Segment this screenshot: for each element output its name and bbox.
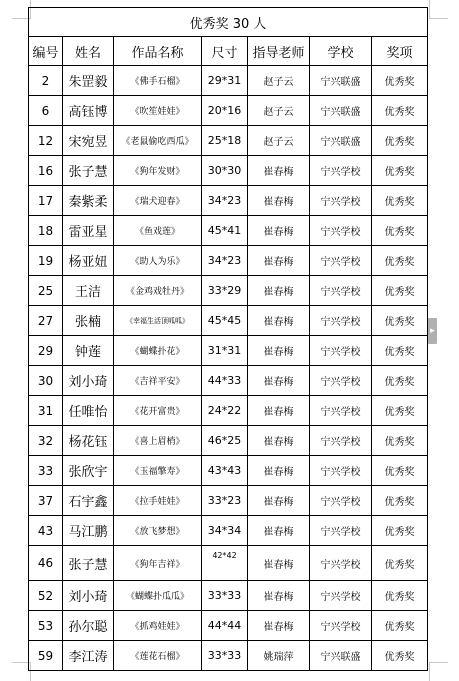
table-row bbox=[29, 96, 428, 126]
cell-work: 《吉祥平安》 bbox=[114, 366, 202, 396]
table-row bbox=[29, 486, 428, 516]
cell-teacher: 崔春梅 bbox=[248, 366, 310, 396]
cell-school: 宁兴学校 bbox=[310, 456, 372, 486]
cell-name: 孙尔聪 bbox=[63, 611, 114, 641]
cell-id: 43 bbox=[29, 516, 63, 546]
cell-work: 《狗年发财》 bbox=[114, 156, 202, 186]
table-row bbox=[29, 306, 428, 336]
cell-school: 宁兴学校 bbox=[310, 516, 372, 546]
cell-work: 《幸福生活顶呱呱》 bbox=[114, 306, 202, 336]
cell-teacher: 崔春梅 bbox=[248, 611, 310, 641]
cell-teacher: 崔春梅 bbox=[248, 246, 310, 276]
cell-school: 宁兴学校 bbox=[310, 246, 372, 276]
cell-school: 宁兴联盛 bbox=[310, 126, 372, 156]
cell-id: 32 bbox=[29, 426, 63, 456]
cell-name: 张子慧 bbox=[63, 156, 114, 186]
cell-id: 12 bbox=[29, 126, 63, 156]
cell-name: 杨花钰 bbox=[63, 426, 114, 456]
cell-name: 张子慧 bbox=[63, 546, 114, 581]
cell-id: 25 bbox=[29, 276, 63, 306]
cell-school: 宁兴学校 bbox=[310, 186, 372, 216]
cell-school: 宁兴学校 bbox=[310, 156, 372, 186]
side-collapse-tab[interactable]: ▸ bbox=[428, 318, 437, 344]
cell-name: 张欣宇 bbox=[63, 456, 114, 486]
title-row bbox=[29, 8, 428, 37]
cell-school: 宁兴学校 bbox=[310, 306, 372, 336]
cell-size: 33*29 bbox=[202, 276, 248, 306]
cell-name: 钟莲 bbox=[63, 336, 114, 366]
cell-size: 44*33 bbox=[202, 366, 248, 396]
cell-id: 27 bbox=[29, 306, 63, 336]
cell-id: 2 bbox=[29, 66, 63, 96]
cell-work: 《莲花石榴》 bbox=[114, 641, 202, 671]
cell-teacher: 崔春梅 bbox=[248, 276, 310, 306]
cell-teacher: 崔春梅 bbox=[248, 156, 310, 186]
cell-work: 《喜上眉梢》 bbox=[114, 426, 202, 456]
table-title: 优秀奖 30 人 bbox=[29, 8, 428, 37]
award-table bbox=[28, 7, 428, 671]
header-teacher: 指导老师 bbox=[248, 37, 310, 66]
cell-award: 优秀奖 bbox=[372, 156, 428, 186]
cell-id: 37 bbox=[29, 486, 63, 516]
cell-id: 53 bbox=[29, 611, 63, 641]
cell-teacher: 崔春梅 bbox=[248, 306, 310, 336]
cell-id: 19 bbox=[29, 246, 63, 276]
cell-name: 刘小琦 bbox=[63, 581, 114, 611]
cell-teacher: 赵子云 bbox=[248, 126, 310, 156]
cell-school: 宁兴学校 bbox=[310, 216, 372, 246]
cell-school: 宁兴学校 bbox=[310, 276, 372, 306]
cell-size: 33*23 bbox=[202, 486, 248, 516]
cell-size: 29*31 bbox=[202, 66, 248, 96]
cell-name: 王洁 bbox=[63, 276, 114, 306]
cell-teacher: 崔春梅 bbox=[248, 426, 310, 456]
cell-size: 30*30 bbox=[202, 156, 248, 186]
cell-award: 优秀奖 bbox=[372, 306, 428, 336]
cell-award: 优秀奖 bbox=[372, 336, 428, 366]
page-corner-mark bbox=[429, 0, 448, 19]
cell-award: 优秀奖 bbox=[372, 546, 428, 581]
cell-id: 59 bbox=[29, 641, 63, 671]
table-row bbox=[29, 66, 428, 96]
cell-name: 马江鹏 bbox=[63, 516, 114, 546]
cell-work: 《蝴蝶扑瓜瓜》 bbox=[114, 581, 202, 611]
table-row bbox=[29, 611, 428, 641]
cell-award: 优秀奖 bbox=[372, 486, 428, 516]
cell-id: 18 bbox=[29, 216, 63, 246]
table-row bbox=[29, 456, 428, 486]
cell-size: 34*23 bbox=[202, 246, 248, 276]
cell-award: 优秀奖 bbox=[372, 246, 428, 276]
cell-award: 优秀奖 bbox=[372, 216, 428, 246]
cell-work: 《助人为乐》 bbox=[114, 246, 202, 276]
cell-size: 34*23 bbox=[202, 186, 248, 216]
cell-name: 高钰博 bbox=[63, 96, 114, 126]
table-row bbox=[29, 156, 428, 186]
cell-teacher: 崔春梅 bbox=[248, 456, 310, 486]
cell-id: 46 bbox=[29, 546, 63, 581]
header-size: 尺寸 bbox=[202, 37, 248, 66]
cell-award: 优秀奖 bbox=[372, 426, 428, 456]
cell-school: 宁兴学校 bbox=[310, 366, 372, 396]
cell-teacher: 崔春梅 bbox=[248, 486, 310, 516]
cell-id: 17 bbox=[29, 186, 63, 216]
cell-size: 34*34 bbox=[202, 516, 248, 546]
cell-teacher: 崔春梅 bbox=[248, 581, 310, 611]
cell-id: 52 bbox=[29, 581, 63, 611]
cell-id: 6 bbox=[29, 96, 63, 126]
header-work: 作品名称 bbox=[114, 37, 202, 66]
cell-work: 《狗年吉祥》 bbox=[114, 546, 202, 581]
table-row bbox=[29, 546, 428, 581]
cell-name: 石宇鑫 bbox=[63, 486, 114, 516]
cell-work: 《抓鸡娃娃》 bbox=[114, 611, 202, 641]
cell-work: 《玉福擎寿》 bbox=[114, 456, 202, 486]
cell-id: 16 bbox=[29, 156, 63, 186]
cell-school: 宁兴学校 bbox=[310, 611, 372, 641]
cell-award: 优秀奖 bbox=[372, 96, 428, 126]
cell-size: 20*16 bbox=[202, 96, 248, 126]
cell-award: 优秀奖 bbox=[372, 366, 428, 396]
table-row bbox=[29, 426, 428, 456]
cell-award: 优秀奖 bbox=[372, 186, 428, 216]
header-id: 编号 bbox=[29, 37, 63, 66]
cell-name: 宋宛昱 bbox=[63, 126, 114, 156]
cell-work: 《蝴蝶扑花》 bbox=[114, 336, 202, 366]
cell-work: 《金鸡戏牡丹》 bbox=[114, 276, 202, 306]
cell-school: 宁兴学校 bbox=[310, 336, 372, 366]
cell-size: 45*45 bbox=[202, 306, 248, 336]
header-name: 姓名 bbox=[63, 37, 114, 66]
cell-name: 朱罡毅 bbox=[63, 66, 114, 96]
cell-size: 25*18 bbox=[202, 126, 248, 156]
cell-id: 30 bbox=[29, 366, 63, 396]
cell-size: 43*43 bbox=[202, 456, 248, 486]
cell-size: 33*33 bbox=[202, 641, 248, 671]
cell-name: 秦紫柔 bbox=[63, 186, 114, 216]
table-row bbox=[29, 216, 428, 246]
cell-size: 44*44 bbox=[202, 611, 248, 641]
cell-name: 刘小琦 bbox=[63, 366, 114, 396]
cell-work: 《花开富贵》 bbox=[114, 396, 202, 426]
cell-school: 宁兴学校 bbox=[310, 581, 372, 611]
table-row bbox=[29, 641, 428, 671]
cell-school: 宁兴联盛 bbox=[310, 641, 372, 671]
cell-work: 《鱼戏莲》 bbox=[114, 216, 202, 246]
cell-id: 33 bbox=[29, 456, 63, 486]
cell-award: 优秀奖 bbox=[372, 456, 428, 486]
table-row bbox=[29, 366, 428, 396]
cell-school: 宁兴联盛 bbox=[310, 66, 372, 96]
cell-name: 雷亚星 bbox=[63, 216, 114, 246]
cell-work: 《老鼠偷吃西瓜》 bbox=[114, 126, 202, 156]
table-row bbox=[29, 581, 428, 611]
cell-work: 《拉手娃娃》 bbox=[114, 486, 202, 516]
table-row bbox=[29, 276, 428, 306]
cell-school: 宁兴学校 bbox=[310, 486, 372, 516]
cell-size: 31*31 bbox=[202, 336, 248, 366]
cell-teacher: 崔春梅 bbox=[248, 186, 310, 216]
cell-school: 宁兴联盛 bbox=[310, 96, 372, 126]
page-corner-mark bbox=[429, 662, 448, 681]
header-row bbox=[29, 37, 428, 66]
cell-size: 33*33 bbox=[202, 581, 248, 611]
cell-award: 优秀奖 bbox=[372, 396, 428, 426]
cell-teacher: 赵子云 bbox=[248, 96, 310, 126]
cell-size: 46*25 bbox=[202, 426, 248, 456]
cell-size: 42*42 bbox=[202, 546, 248, 581]
cell-award: 优秀奖 bbox=[372, 126, 428, 156]
cell-teacher: 赵子云 bbox=[248, 66, 310, 96]
cell-work: 《佛手石榴》 bbox=[114, 66, 202, 96]
cell-name: 张楠 bbox=[63, 306, 114, 336]
cell-teacher: 崔春梅 bbox=[248, 516, 310, 546]
cell-teacher: 崔春梅 bbox=[248, 396, 310, 426]
cell-award: 优秀奖 bbox=[372, 516, 428, 546]
cell-work: 《瑞犬迎春》 bbox=[114, 186, 202, 216]
cell-teacher: 崔春梅 bbox=[248, 336, 310, 366]
cell-teacher: 姚瑞萍 bbox=[248, 641, 310, 671]
header-award: 奖项 bbox=[372, 37, 428, 66]
cell-name: 任唯怡 bbox=[63, 396, 114, 426]
cell-award: 优秀奖 bbox=[372, 581, 428, 611]
cell-teacher: 崔春梅 bbox=[248, 546, 310, 581]
cell-teacher: 崔春梅 bbox=[248, 216, 310, 246]
table-row bbox=[29, 516, 428, 546]
cell-size: 24*22 bbox=[202, 396, 248, 426]
cell-id: 31 bbox=[29, 396, 63, 426]
cell-id: 29 bbox=[29, 336, 63, 366]
cell-award: 优秀奖 bbox=[372, 611, 428, 641]
table-row bbox=[29, 396, 428, 426]
cell-size: 45*41 bbox=[202, 216, 248, 246]
cell-award: 优秀奖 bbox=[372, 276, 428, 306]
cell-award: 优秀奖 bbox=[372, 66, 428, 96]
cell-name: 杨亚妞 bbox=[63, 246, 114, 276]
cell-school: 宁兴学校 bbox=[310, 546, 372, 581]
cell-school: 宁兴学校 bbox=[310, 396, 372, 426]
table-row bbox=[29, 336, 428, 366]
table-row bbox=[29, 126, 428, 156]
cell-school: 宁兴学校 bbox=[310, 426, 372, 456]
table-row bbox=[29, 246, 428, 276]
cell-award: 优秀奖 bbox=[372, 641, 428, 671]
cell-work: 《吹笙娃娃》 bbox=[114, 96, 202, 126]
header-school: 学校 bbox=[310, 37, 372, 66]
cell-name: 李江涛 bbox=[63, 641, 114, 671]
table-row bbox=[29, 186, 428, 216]
cell-work: 《放飞梦想》 bbox=[114, 516, 202, 546]
